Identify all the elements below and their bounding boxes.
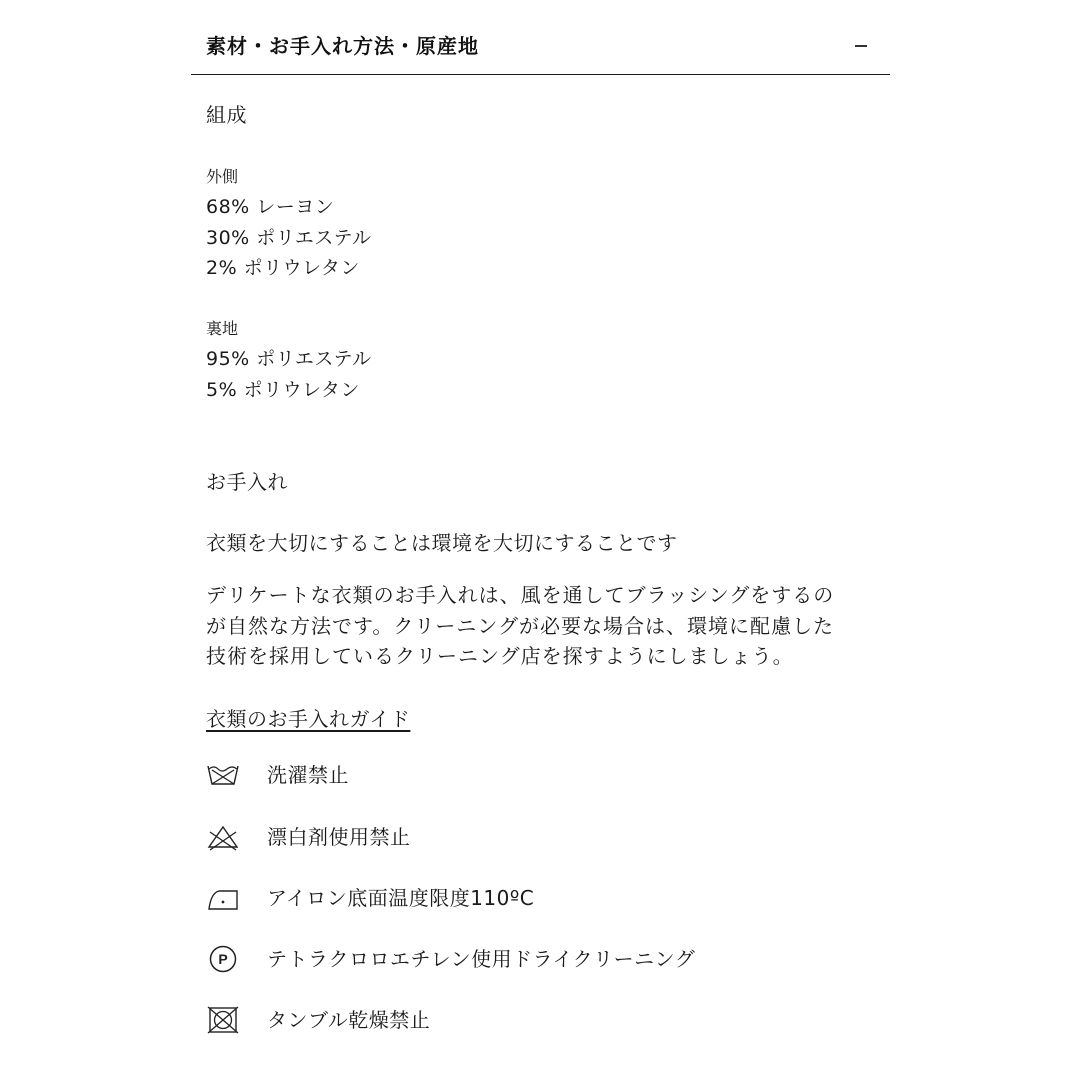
care-heading: お手入れ [206, 470, 288, 494]
dry-clean-p-letter: P [218, 951, 228, 967]
care-instruction [206, 818, 876, 858]
care-label: タンブル乾燥禁止 [267, 1008, 431, 1032]
accordion-header[interactable] [191, 0, 890, 75]
care-label: 洗濯禁止 [267, 763, 349, 787]
composition-heading: 組成 [206, 103, 247, 127]
care-paragraph-line: 技術を採用しているクリーニング店を探すようにしましょう。 [206, 644, 794, 668]
no-wash-icon [206, 760, 240, 790]
care-paragraph-line: デリケートな衣類のお手入れは、風を通してブラッシングをするの [206, 583, 835, 607]
accordion-title: 素材・お手入れ方法・原産地 [206, 34, 479, 58]
lining-item: 5% ポリウレタン [206, 379, 360, 401]
care-instruction [206, 1001, 876, 1041]
dry-clean-p-icon [206, 944, 240, 974]
care-label: アイロン底面温度限度110ºC [267, 886, 535, 910]
no-tumble-dry-icon [206, 1005, 240, 1035]
outer-item: 2% ポリウレタン [206, 257, 360, 279]
lining-item: 95% ポリエステル [206, 348, 372, 370]
care-paragraph [206, 580, 876, 672]
care-guide-link[interactable]: 衣類のお手入れガイド [206, 707, 411, 731]
care-label: テトラクロロエチレン使用ドライクリーニング [267, 947, 696, 971]
care-label: 漂白剤使用禁止 [267, 825, 411, 849]
care-paragraph-line: が自然な方法です。クリーニングが必要な場合は、環境に配慮した [206, 613, 834, 638]
care-instruction [206, 940, 876, 980]
care-instruction [206, 756, 876, 796]
outer-label: 外側 [206, 167, 239, 186]
iron-low-icon [206, 883, 240, 913]
care-instruction [206, 879, 876, 919]
outer-item: 30% ポリエステル [206, 227, 372, 249]
materials-care-panel [191, 0, 890, 1032]
lining-label: 裏地 [206, 319, 239, 338]
care-tagline: 衣類を大切にすることは環境を大切にすることです [206, 531, 678, 555]
collapse-icon[interactable] [852, 33, 872, 59]
no-bleach-icon [206, 822, 240, 852]
outer-item: 68% レーヨン [206, 196, 335, 218]
